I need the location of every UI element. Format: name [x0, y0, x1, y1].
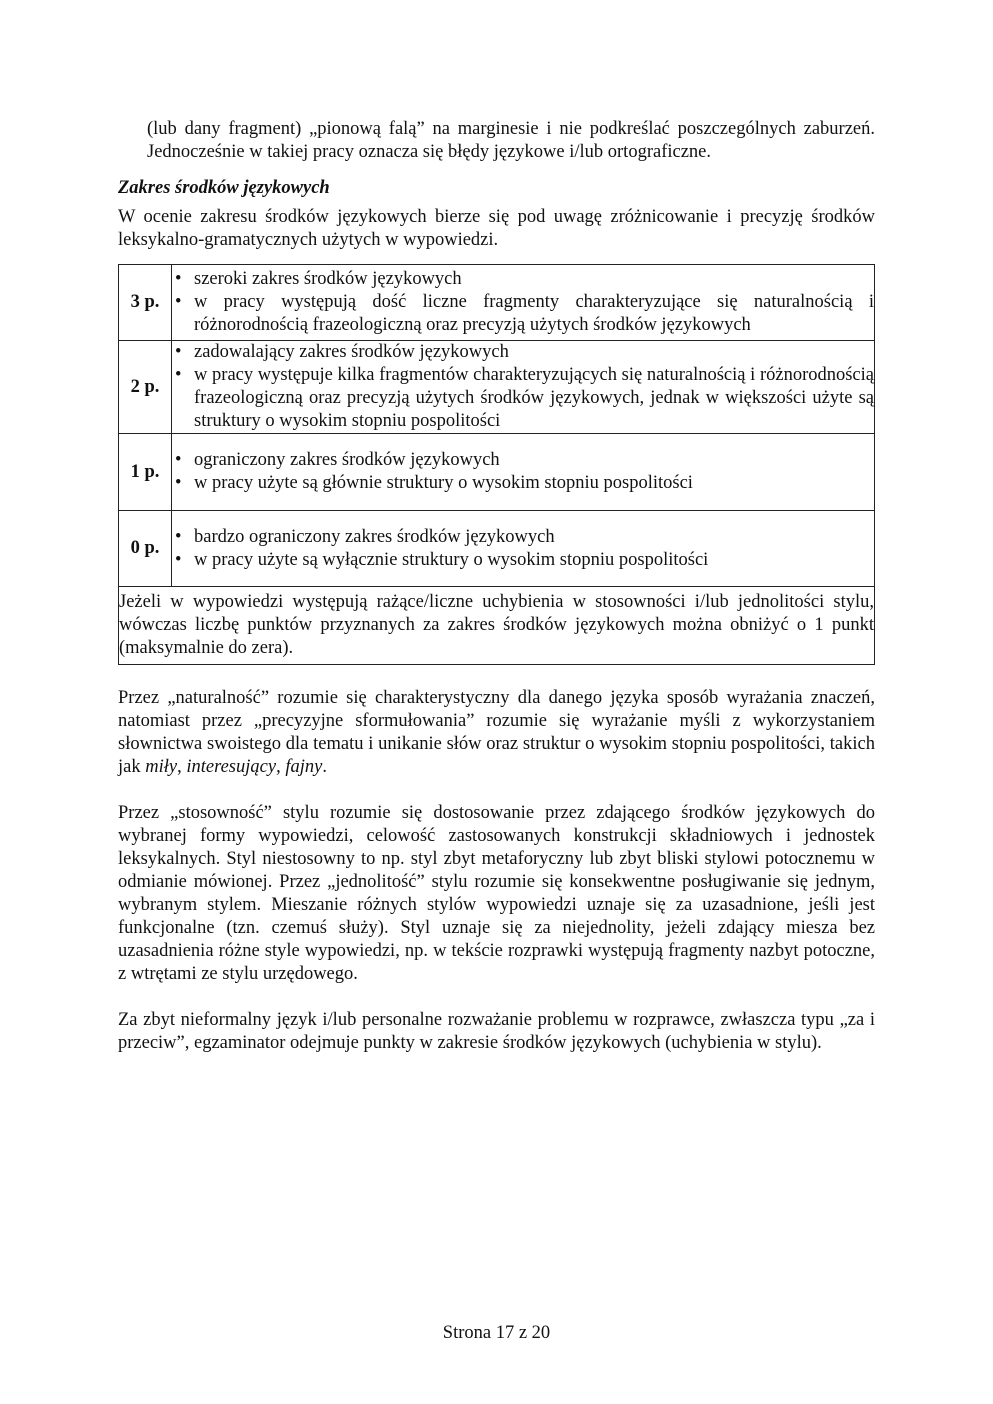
- page-content: [118, 118, 875, 1055]
- rubric-row: [119, 511, 875, 587]
- bullet-icon: •: [175, 526, 182, 547]
- rubric-criteria: [172, 341, 875, 434]
- section-lead: W ocenie zakresu środków językowych bierze się pod uwagę zróżnicowanie i precyzję środków leksykalno-gramatycznych użytych w wypowiedzi.: [118, 207, 875, 250]
- rubric-criteria: [172, 511, 875, 587]
- criterion-item: • zadowalający zakres środków językowych: [175, 342, 509, 362]
- rubric-criteria: [172, 434, 875, 511]
- rubric-row: [119, 265, 875, 341]
- rubric-row: [119, 341, 875, 434]
- rubric-row: [119, 434, 875, 511]
- criterion-item: • w pracy występują dość liczne fragmenty charakteryzujące się naturalnością i różnorodnością frazeologiczną oraz precyzją użytych środków językowych: [175, 292, 874, 335]
- scoring-rubric-table: [118, 264, 875, 665]
- criterion-item: • w pracy użyte są wyłącznie struktury o wysokim stopniu pospolitości: [175, 549, 709, 570]
- rubric-note: Jeżeli w wypowiedzi występują rażące/liczne uchybienia w stosowności i/lub jednolitości stylu, wówczas liczbę punktów przyznanych za zakres środków językowych można obniżyć o 1 punkt (maksymalnie do zera).: [119, 587, 875, 665]
- example-word: miły: [145, 757, 178, 777]
- bullet-icon: •: [175, 450, 182, 470]
- rubric-points: 0 p.: [119, 511, 172, 587]
- intro-paragraph: (lub dany fragment) „pionową falą” na marginesie i nie podkreślać poszczególnych zaburzeń. Jednocześnie w takiej pracy oznacza się błędy językowe i/lub ortograficzne.: [147, 119, 875, 162]
- bullet-icon: •: [175, 365, 182, 385]
- criterion-item: • w pracy użyte są głównie struktury o wysokim stopniu pospolitości: [175, 473, 693, 493]
- bullet-icon: •: [175, 292, 182, 312]
- naturalness-paragraph: Przez „naturalność” rozumie się charakterystyczny dla danego języka sposób wyrażania znaczeń, natomiast przez „precyzyjne sformułowania” rozumie się wyrażanie myśli z wykorzystaniem słownictwa swoistego dla tematu i unikanie słów oraz struktur o wysokim stopniu pospolitości, takich jak miły, interesujący, fajny.: [118, 688, 875, 777]
- criterion-item: • szeroki zakres środków językowych: [175, 269, 462, 289]
- example-word: interesujący: [186, 757, 277, 777]
- bullet-icon: •: [175, 269, 182, 289]
- bullet-icon: •: [175, 342, 182, 362]
- example-word: fajny: [285, 757, 323, 777]
- page-number: Strona 17 z 20: [442, 1323, 551, 1343]
- rubric-points: 1 p.: [119, 434, 172, 511]
- section-heading: Zakres środków językowych: [118, 178, 330, 198]
- style-appropriateness-paragraph: Przez „stosowność” stylu rozumie się dostosowanie przez zdającego środków językowych do wybranej formy wypowiedzi, celowość zastosowanych konstrukcji składniowych i jednostek leksykalnych. Styl niestosowny to np. styl zbyt metaforyczny lub zbyt bliski stylowi potocznemu w odmianie mówionej. Przez „jednolitość” stylu rozumie się konsekwentne posługiwanie się jednym, wybranym stylem. Mieszanie różnych stylów wypowiedzi uznaje się za uzasadnione, jeśli jest funkcjonalne (tzn. czemuś służy). Styl uznaje się za niejednolity, jeżeli zdający miesza bez uzasadnienia różne style wypowiedzi, np. w tekście rozprawki występują fragmenty nazbyt potoczne, z wtrętami ze stylu urzędowego.: [118, 803, 875, 984]
- rubric-points: 3 p.: [119, 265, 172, 341]
- criterion-item: • w pracy występuje kilka fragmentów charakteryzujących się naturalnością i różnorodnością frazeologiczną oraz precyzją użytych środków językowych, jednak w większości użyte są struktury o wysokim stopniu pospolitości: [175, 365, 874, 431]
- bullet-icon: •: [175, 549, 182, 570]
- bullet-icon: •: [175, 473, 182, 493]
- rubric-note-row: [119, 587, 875, 665]
- rubric-criteria: [172, 265, 875, 341]
- informal-language-paragraph: Za zbyt nieformalny język i/lub personalne rozważanie problemu w rozprawce, zwłaszcza typu „za i przeciw”, egzaminator odejmuje punkty w zakresie środków językowych (uchybienia w stylu).: [118, 1010, 875, 1053]
- rubric-points: 2 p.: [119, 341, 172, 434]
- criterion-item: • bardzo ograniczony zakres środków językowych: [175, 526, 555, 547]
- criterion-item: • ograniczony zakres środków językowych: [175, 450, 500, 470]
